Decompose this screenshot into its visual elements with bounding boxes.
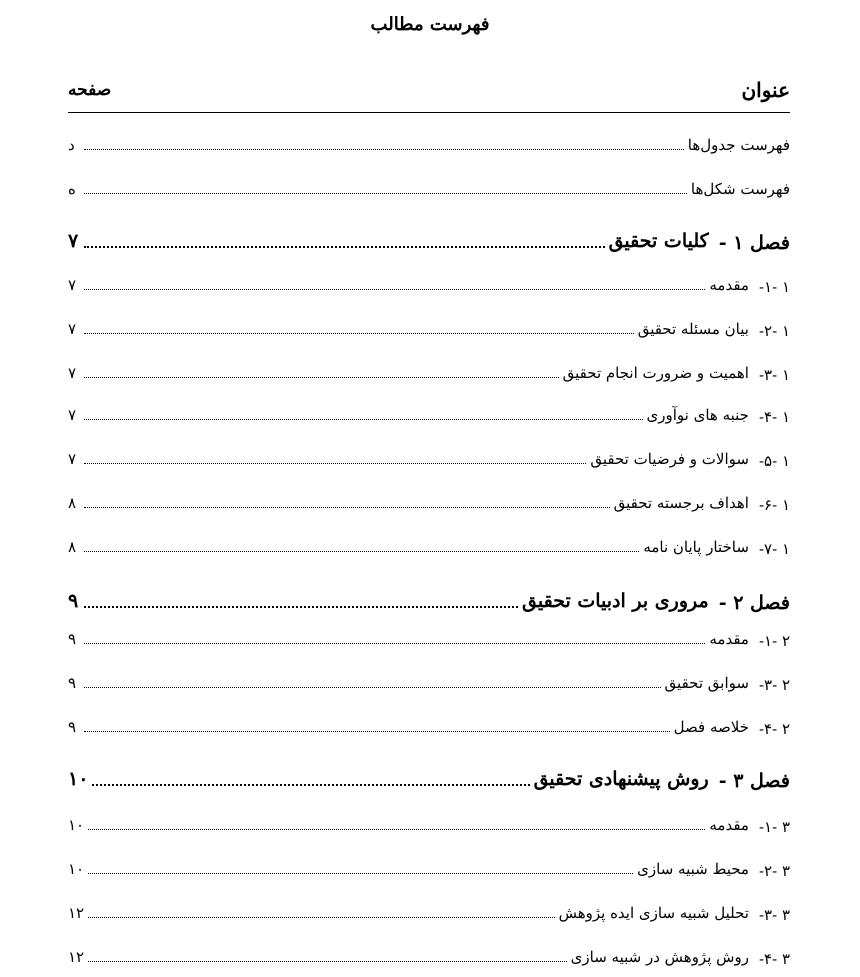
dot-leader [88, 916, 554, 918]
dot-leader [84, 332, 634, 334]
toc-entry[interactable] [68, 808, 790, 836]
toc-entry-page-number: ه [68, 180, 76, 198]
dot-leader [84, 288, 705, 290]
toc-entry-number: ۱ -۲- [758, 322, 790, 340]
toc-entry[interactable] [68, 398, 790, 426]
toc-entry-page-number: ۱۲ [68, 948, 85, 966]
toc-entry-number: ۲ -۳- [758, 676, 790, 694]
toc-entry-number: ۳ -۲- [758, 862, 790, 880]
dot-leader [84, 686, 661, 688]
toc-entry-label: مقدمه [709, 630, 749, 648]
dot-leader [84, 245, 605, 248]
toc-entry-number: ۱ -۱- [758, 278, 790, 296]
toc-entry-number: ۳ -۱- [758, 818, 790, 836]
toc-entry-label: کلیات تحقیق [608, 230, 709, 252]
toc-entry[interactable] [68, 486, 790, 514]
toc-entry-page-number: ۸ [68, 494, 77, 512]
toc-entry-number: ۱ -۷- [758, 540, 790, 558]
toc-entry[interactable] [68, 710, 790, 738]
toc-entry[interactable] [68, 896, 790, 924]
dot-leader [84, 605, 518, 608]
toc-entry-number: ۱ -۴- [758, 408, 790, 426]
dot-leader [88, 960, 567, 962]
page-column-header: صفحه [68, 80, 112, 100]
dot-leader [84, 192, 687, 194]
toc-entry[interactable] [68, 128, 790, 156]
toc-entry-number: ۱ -۵- [758, 452, 790, 470]
toc-entry-number: ۳ -۳- [758, 906, 790, 924]
toc-entry-label: فهرست شکل‌ها [690, 180, 790, 198]
toc-entry[interactable] [68, 622, 790, 650]
title-column-header: عنوان [741, 78, 790, 102]
toc-entry-page-number: ۷ [68, 364, 77, 382]
dot-leader [92, 783, 529, 786]
toc-entry-page-number: ۷ [68, 450, 77, 468]
toc-entry[interactable] [68, 268, 790, 296]
toc-entry-number: فصل ۳ - [718, 770, 790, 792]
toc-entry[interactable] [68, 940, 790, 968]
toc-entry-label: تحلیل شبیه سازی ایده پژوهش [558, 904, 749, 922]
toc-entry-label: روش پیشنهادی تحقیق [533, 768, 709, 790]
toc-entry-number: ۲ -۴- [758, 720, 790, 738]
dot-leader [84, 550, 639, 552]
toc-entry-page-number: ۷ [68, 276, 77, 294]
toc-entry-label: روش پژوهش در شبیه سازی [570, 948, 749, 966]
toc-entry-label: جنبه های نوآوری [646, 406, 749, 424]
dot-leader [84, 642, 705, 644]
toc-entry-page-number: ۸ [68, 538, 77, 556]
toc-entry-page-number: ۷ [68, 230, 79, 252]
dot-leader [88, 828, 705, 830]
toc-entry-number: فصل ۱ - [718, 232, 790, 254]
toc-entry[interactable] [68, 312, 790, 340]
toc-entry-page-number: ۱۲ [68, 904, 85, 922]
toc-entry-label: مروری بر ادبیات تحقیق [522, 590, 709, 612]
toc-entry[interactable] [68, 666, 790, 694]
toc-entry-page-number: د [68, 136, 75, 154]
dot-leader [84, 730, 670, 732]
dot-leader [84, 462, 586, 464]
toc-chapter-entry[interactable] [68, 764, 790, 792]
dot-leader [84, 376, 559, 378]
toc-entry[interactable] [68, 852, 790, 880]
toc-entry-label: اهداف برجسته تحقیق [613, 494, 749, 512]
toc-entry-label: فهرست جدول‌ها [687, 136, 790, 154]
toc-entry[interactable] [68, 442, 790, 470]
toc-entry-number: ۱ -۶- [758, 496, 790, 514]
toc-entry-label: سوالات و فرضیات تحقیق [590, 450, 749, 468]
toc-chapter-entry[interactable] [68, 586, 790, 614]
toc-entry[interactable] [68, 356, 790, 384]
toc-entry-label: بیان مسئله تحقیق [637, 320, 749, 338]
toc-chapter-entry[interactable] [68, 226, 790, 254]
page-title: فهرست مطالب [370, 14, 490, 35]
dot-leader [84, 418, 643, 420]
toc-entry-page-number: ۱۰ [68, 768, 89, 790]
toc-entry-label: مقدمه [709, 276, 749, 294]
toc-entry-page-number: ۹ [68, 718, 77, 736]
toc-entry-number: فصل ۲ - [718, 592, 790, 614]
toc-header [68, 72, 790, 113]
toc-entry[interactable] [68, 530, 790, 558]
dot-leader [84, 148, 684, 150]
toc-entry-number: ۱ -۳- [758, 366, 790, 384]
toc-entry-page-number: ۷ [68, 320, 77, 338]
toc-entry-label: ساختار پایان نامه [643, 538, 749, 556]
toc-entry[interactable] [68, 172, 790, 200]
toc-entry-page-number: ۹ [68, 590, 79, 612]
toc-entry-label: مقدمه [709, 816, 749, 834]
toc-entry-label: محیط شبیه سازی [637, 860, 749, 878]
toc-entry-label: اهمیت و ضرورت انجام تحقیق [562, 364, 749, 382]
toc-entry-label: سوابق تحقیق [664, 674, 749, 692]
toc-entry-page-number: ۷ [68, 406, 77, 424]
toc-entry-page-number: ۹ [68, 674, 77, 692]
dot-leader [88, 872, 633, 874]
toc-entry-label: خلاصه فصل [673, 718, 749, 736]
toc-entry-page-number: ۱۰ [68, 860, 85, 878]
toc-entry-number: ۳ -۴- [758, 950, 790, 968]
toc-entry-number: ۲ -۱- [758, 632, 790, 650]
toc-entry-page-number: ۱۰ [68, 816, 85, 834]
toc-entry-page-number: ۹ [68, 630, 77, 648]
dot-leader [84, 506, 610, 508]
